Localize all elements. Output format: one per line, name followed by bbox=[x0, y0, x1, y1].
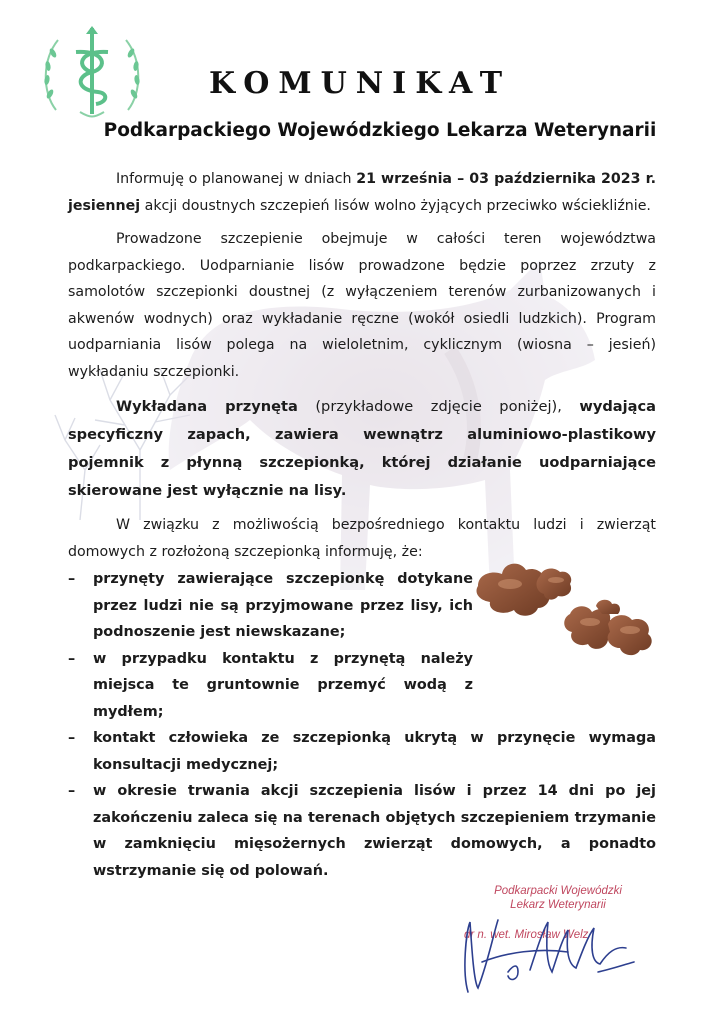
list-item-text: przynęty zawierające szczepionkę dotykane przez ludzi nie są przyjmowane przez lisy, ich podnoszenie jest niewskazane; bbox=[93, 571, 473, 640]
list-dash: – bbox=[68, 730, 76, 746]
stamp-line-2: Lekarz Weterynarii bbox=[510, 899, 606, 911]
p1-autumn: jesiennej bbox=[68, 197, 141, 214]
list-dash: – bbox=[68, 650, 76, 667]
page-title: KOMUNIKAT bbox=[208, 66, 512, 101]
list-dash: – bbox=[68, 783, 76, 799]
p3-text-1: Wykładana przynęta bbox=[116, 398, 298, 415]
handwritten-signature bbox=[448, 892, 648, 1002]
p3-text-3: wydająca specyficzny zapach, zawiera wewnątrz aluminiowo-plastikowy pojemnik z płynną szczepionką, której działanie uodparniające skierowane jest wyłącznie na lisy. bbox=[68, 398, 656, 499]
list-item-text: kontakt człowieka ze szczepionką ukrytą w przynęcie wymaga konsultacji medycznej; bbox=[93, 730, 656, 773]
p1-text-1: Informuję o planowanej w dniach bbox=[116, 171, 357, 187]
page-subtitle: Podkarpackiego Wojewódzkiego Lekarza Weterynarii bbox=[103, 120, 657, 141]
paragraph-announcement bbox=[68, 166, 656, 219]
p1-dates: 21 września – 03 października 2023 r. bbox=[356, 171, 656, 187]
p1-text-3: akcji doustnych szczepień lisów wolno żyjących przeciwko wściekliźnie. bbox=[140, 197, 651, 214]
p4-text: W związku z możliwością bezpośredniego kontaktu ludzi i zwierząt domowych z rozłożoną szczepionką informuję, że: bbox=[68, 517, 656, 560]
veterinary-logo bbox=[36, 22, 148, 124]
stamp-line-3: dr n. wet. Mirosław Welz bbox=[464, 929, 589, 941]
stamp-line-1: Podkarpacki Wojewódzki bbox=[494, 885, 622, 897]
bait-photo bbox=[470, 548, 670, 660]
p2-text: Prowadzone szczepienie obejmuje w całości teren województwa podkarpackiego. Uodparnianie lisów prowadzone będzie poprzez zrzuty z samolotów szczepionki doustnej (z wyłączeniem terenów zurbanizowanych i akwenów wodnych) oraz wykładanie ręczne (wokół osiedli ludzkich). Program uodparniania lisów polega na wieloletnim, cyklicznym (wiosna – jesień) wykładaniu szczepionki. bbox=[68, 231, 656, 380]
p3-text-2: (przykładowe zdjęcie poniżej), bbox=[297, 398, 580, 415]
list-item-text: w przypadku kontaktu z przynętą należy miejsca te gruntownie przemyć wodą z mydłem; bbox=[93, 650, 473, 720]
paragraph-bait bbox=[68, 393, 656, 505]
list-item-text: w okresie trwania akcji szczepienia lisów i przez 14 dni po jej zakończeniu zaleca się na terenach objętych szczepieniem trzymanie w zamknięciu mięsożernych zwierząt domowych, a ponadto wstrzymanie się od polowań. bbox=[93, 783, 656, 879]
list-dash: – bbox=[68, 571, 76, 587]
paragraph-scope bbox=[68, 226, 656, 385]
list-item bbox=[68, 725, 656, 778]
list-item bbox=[68, 778, 656, 884]
